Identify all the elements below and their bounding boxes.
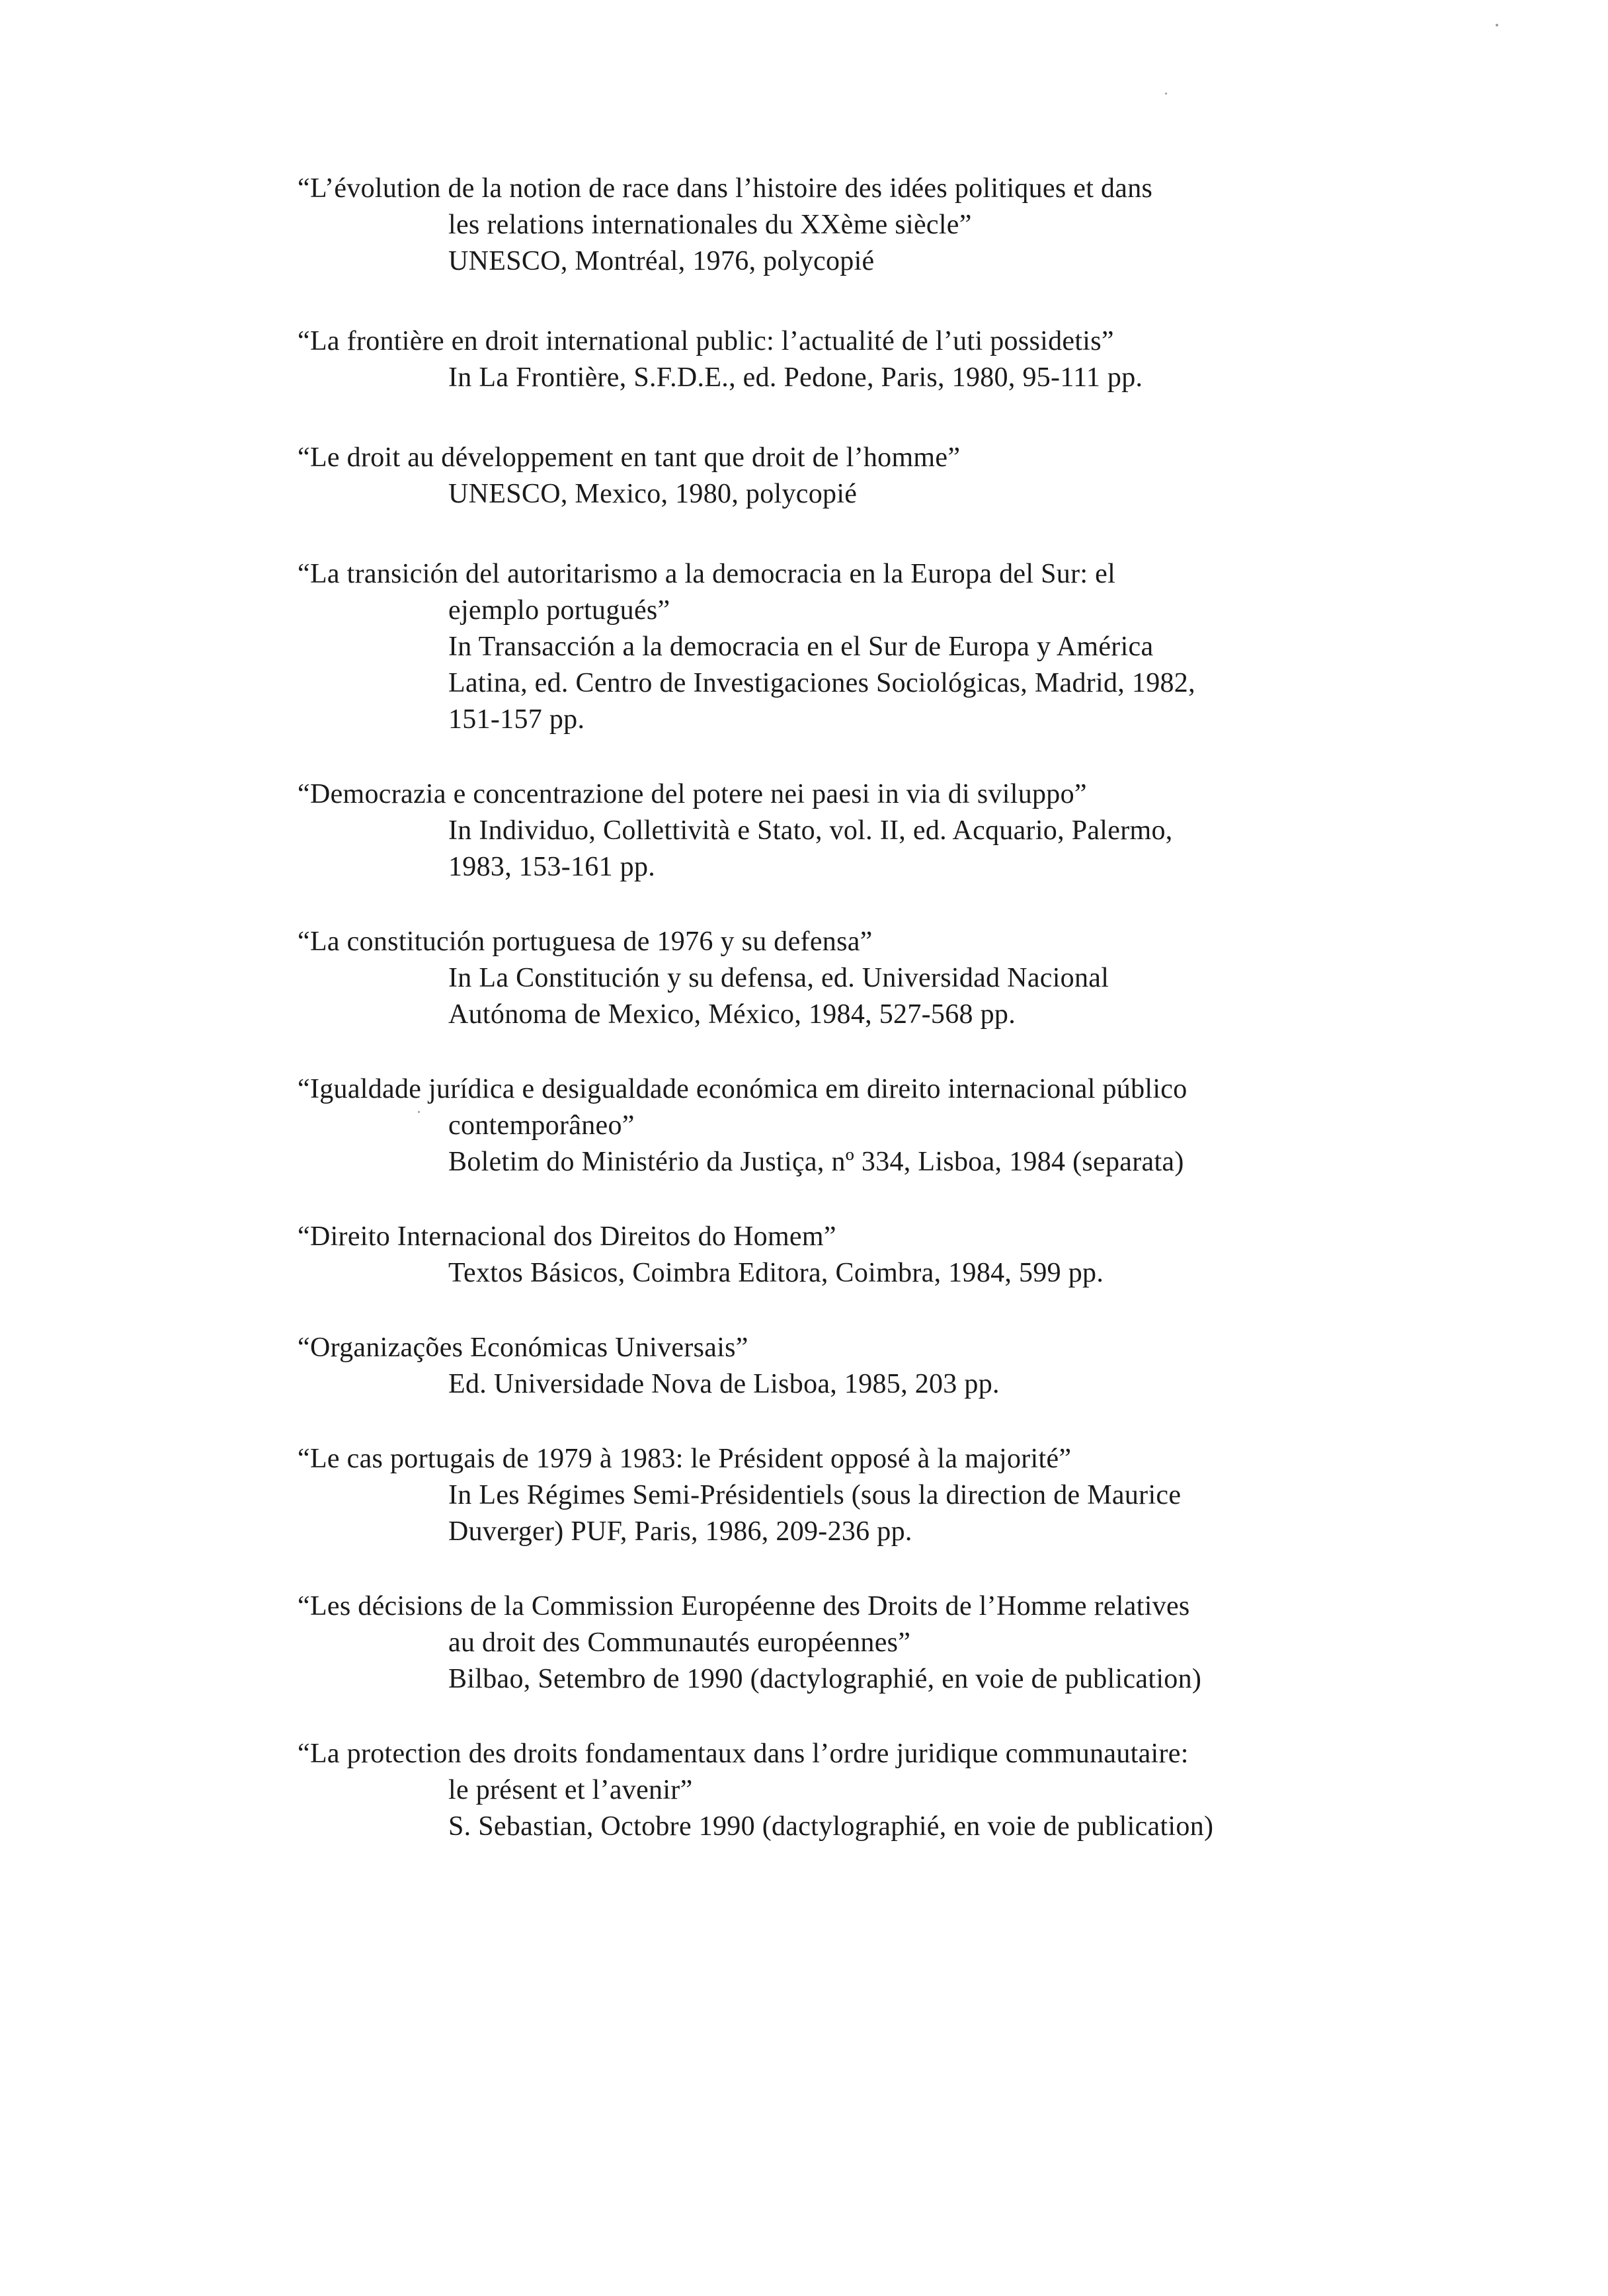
entry-detail-line: Boletim do Ministério da Justiça, nº 334, Lisboa, 1984 (separata) [448, 1147, 1184, 1177]
entry-title-line: ejemplo portugués” [448, 595, 670, 626]
entry-title-line: “Le droit au développement en tant que droit de l’homme” [298, 442, 961, 473]
bibliography-entry [298, 556, 1382, 738]
bibliography-entry [298, 171, 1382, 280]
entry-title-line: “La frontière en droit international public: l’actualité de l’uti possidetis” [298, 326, 1114, 356]
entry-detail-line: In Les Régimes Semi-Présidentiels (sous la direction de Maurice [448, 1480, 1182, 1510]
entry-detail-line: UNESCO, Montréal, 1976, polycopié [448, 246, 875, 276]
entry-detail-line: Autónoma de Mexico, México, 1984, 527-568 pp. [448, 999, 1016, 1030]
entry-title-line: “La transición del autoritarismo a la democracia en la Europa del Sur: el [298, 559, 1116, 589]
entry-title-line: “Democrazia e concentrazione del potere nei paesi in via di sviluppo” [298, 779, 1087, 809]
entry-title-line: “Les décisions de la Commission Européenne des Droits de l’Homme relatives [298, 1591, 1190, 1621]
bibliography-entry [298, 1441, 1382, 1550]
bibliography-entry [298, 1736, 1382, 1845]
bibliography-entry [298, 924, 1382, 1033]
scan-speck [1496, 24, 1498, 26]
entry-title-line: “Le cas portugais de 1979 à 1983: le Président opposé à la majorité” [298, 1444, 1072, 1474]
entry-title-line: “La constitución portuguesa de 1976 y su defensa” [298, 926, 873, 957]
entry-title-line: “Direito Internacional dos Direitos do Homem” [298, 1221, 836, 1252]
bibliography-entry [298, 323, 1382, 396]
entry-detail-line: 151-157 pp. [448, 704, 585, 735]
entry-detail-line: 1983, 153-161 pp. [448, 852, 656, 882]
bibliography-entry [298, 1330, 1382, 1403]
bibliography-entry [298, 1071, 1382, 1180]
entry-title-line: “La protection des droits fondamentaux dans l’ordre juridique communautaire: [298, 1739, 1189, 1769]
entry-title-line: contemporâneo” [448, 1110, 635, 1141]
entry-title-line: le présent et l’avenir” [448, 1775, 693, 1805]
entry-detail-line: Latina, ed. Centro de Investigaciones Sociológicas, Madrid, 1982, [448, 668, 1195, 698]
entry-detail-line: Textos Básicos, Coimbra Editora, Coimbra, 1984, 599 pp. [448, 1258, 1104, 1288]
bibliography-entry [298, 1219, 1382, 1292]
entry-title-line: “Organizações Económicas Universais” [298, 1332, 748, 1363]
entry-detail-line: In La Frontière, S.F.D.E., ed. Pedone, Paris, 1980, 95-111 pp. [448, 362, 1143, 393]
bibliography-list [298, 171, 1382, 1883]
entry-title-line: “L’évolution de la notion de race dans l’histoire des idées politiques et dans [298, 173, 1153, 204]
entry-title-line: les relations internationales du XXème siècle” [448, 210, 972, 240]
entry-detail-line: Duverger) PUF, Paris, 1986, 209-236 pp. [448, 1516, 912, 1547]
entry-detail-line: Bilbao, Setembro de 1990 (dactylographié, en voie de publication) [448, 1664, 1202, 1694]
bibliography-entry [298, 440, 1382, 512]
entry-detail-line: UNESCO, Mexico, 1980, polycopié [448, 479, 858, 509]
bibliography-entry [298, 1588, 1382, 1698]
entry-title-line: “Igualdade jurídica e desigualdade económica em direito internacional público [298, 1074, 1187, 1104]
bibliography-entry [298, 776, 1382, 885]
entry-detail-line: Ed. Universidade Nova de Lisboa, 1985, 203 pp. [448, 1369, 1000, 1399]
entry-detail-line: In La Constitución y su defensa, ed. Universidad Nacional [448, 963, 1109, 993]
entry-detail-line: In Individuo, Collettività e Stato, vol. II, ed. Acquario, Palermo, [448, 815, 1173, 846]
entry-detail-line: S. Sebastian, Octobre 1990 (dactylographié, en voie de publication) [448, 1811, 1214, 1842]
scan-speck [1165, 93, 1167, 95]
entry-title-line: au droit des Communautés européennes” [448, 1627, 911, 1658]
entry-detail-line: In Transacción a la democracia en el Sur de Europa y América [448, 632, 1154, 662]
